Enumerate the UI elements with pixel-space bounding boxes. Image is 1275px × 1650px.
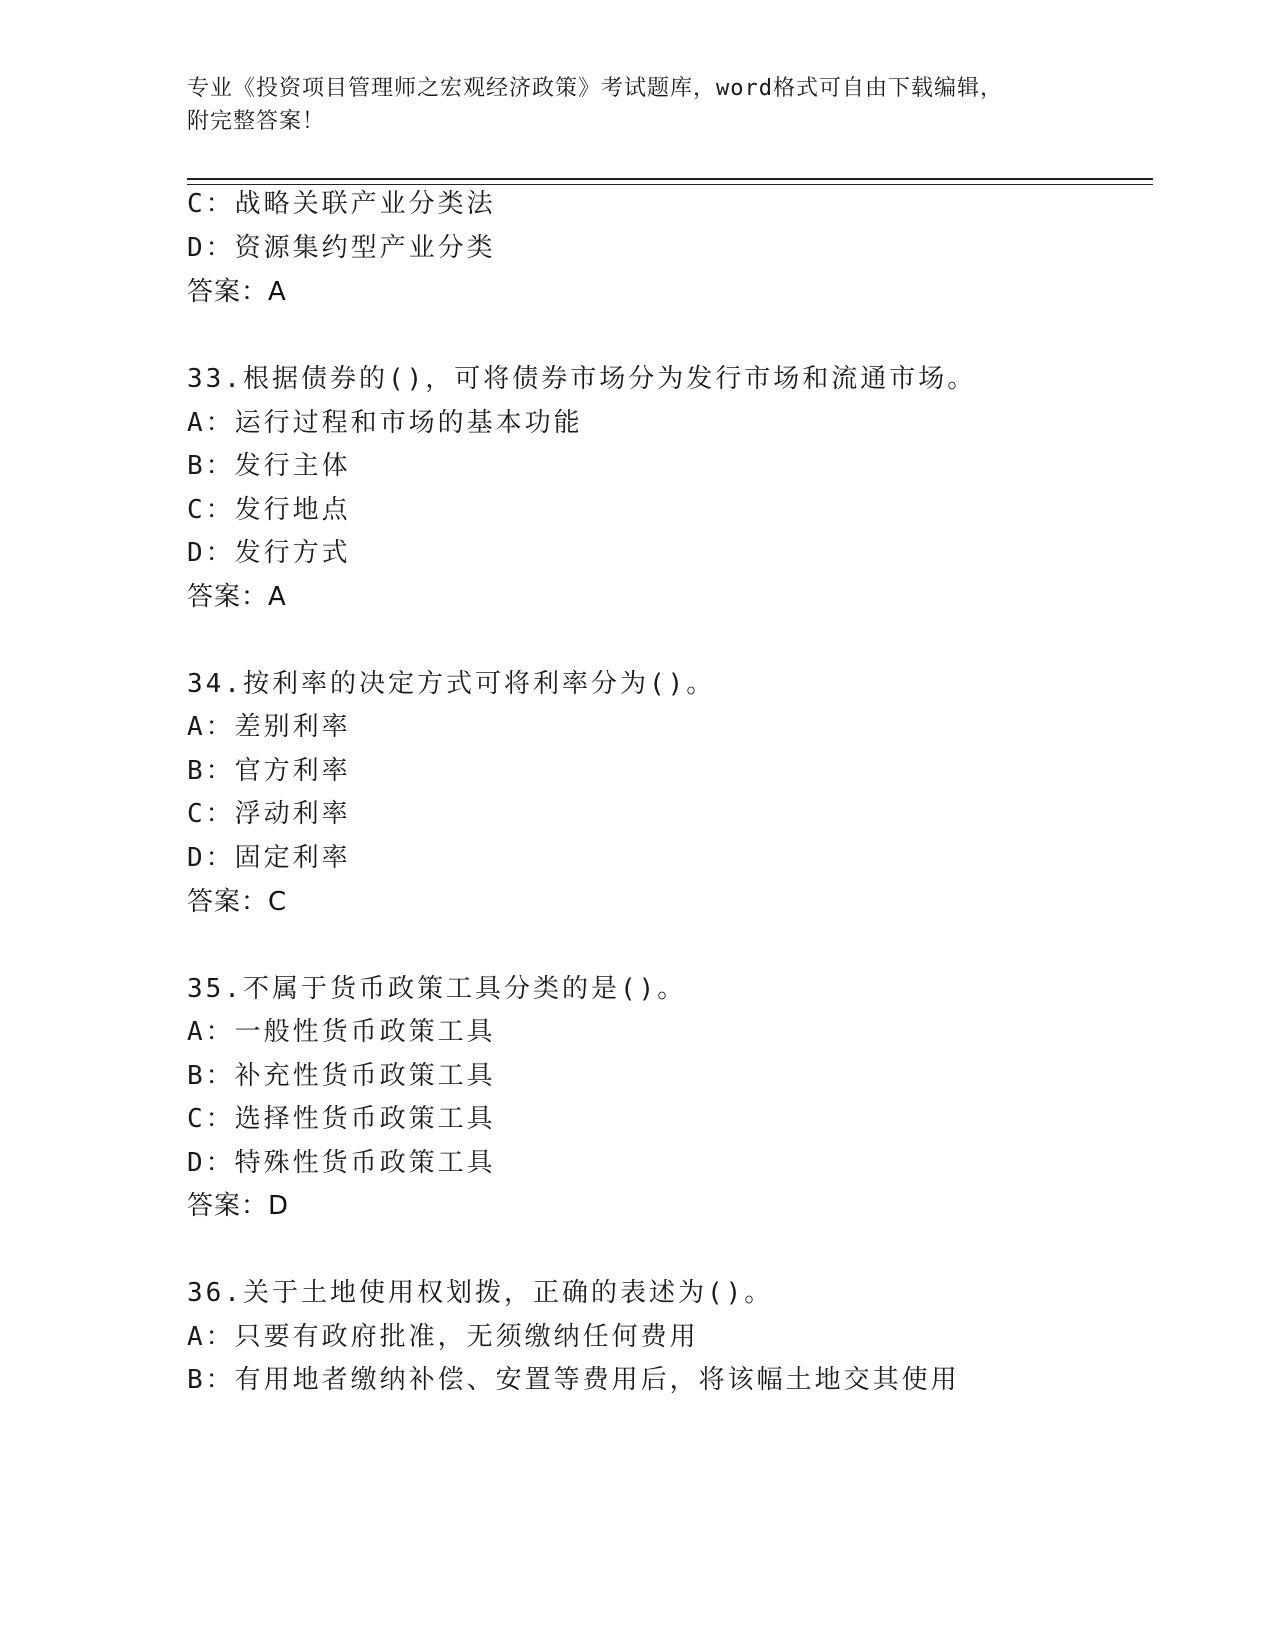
option-a: A：运行过程和市场的基本功能: [187, 408, 583, 438]
option-a: A：只要有政府批准，无须缴纳任何费用: [187, 1322, 699, 1352]
question-stem: 34.按利率的决定方式可将利率分为()。: [187, 669, 716, 699]
question-stem: 35.不属于货币政策工具分类的是()。: [187, 974, 687, 1004]
header-divider-thick: [187, 178, 1153, 180]
answer: 答案：A: [187, 582, 287, 612]
option-b: B：有用地者缴纳补偿、安置等费用后，将该幅土地交其使用: [187, 1365, 960, 1395]
option-d: D：资源集约型产业分类: [187, 233, 496, 263]
option-b: B：发行主体: [187, 451, 351, 481]
option-c: C：浮动利率: [187, 799, 351, 829]
option-a: A：差别利率: [187, 712, 351, 742]
option-b: B：补充性货币政策工具: [187, 1061, 496, 1091]
answer: 答案：A: [187, 277, 287, 307]
option-d: D：固定利率: [187, 843, 351, 873]
option-b: B：官方利率: [187, 756, 351, 786]
answer: 答案：C: [187, 887, 288, 917]
document-header: [187, 72, 1087, 138]
option-a: A：一般性货币政策工具: [187, 1017, 496, 1047]
answer: 答案：D: [187, 1191, 290, 1221]
option-c: C：战略关联产业分类法: [187, 189, 496, 219]
option-d: D：特殊性货币政策工具: [187, 1148, 496, 1178]
option-c: C：发行地点: [187, 495, 351, 525]
header-line-1: 专业《投资项目管理师之宏观经济政策》考试题库，word格式可自由下载编辑，: [187, 76, 1003, 101]
question-stem: 33.根据债券的()，可将债券市场分为发行市场和流通市场。: [187, 364, 977, 394]
option-d: D：发行方式: [187, 538, 351, 568]
question-stem: 36.关于土地使用权划拨，正确的表述为()。: [187, 1278, 774, 1308]
option-c: C：选择性货币政策工具: [187, 1104, 496, 1134]
header-line-2: 附完整答案！: [187, 109, 326, 134]
header-divider-thin: [187, 184, 1153, 185]
